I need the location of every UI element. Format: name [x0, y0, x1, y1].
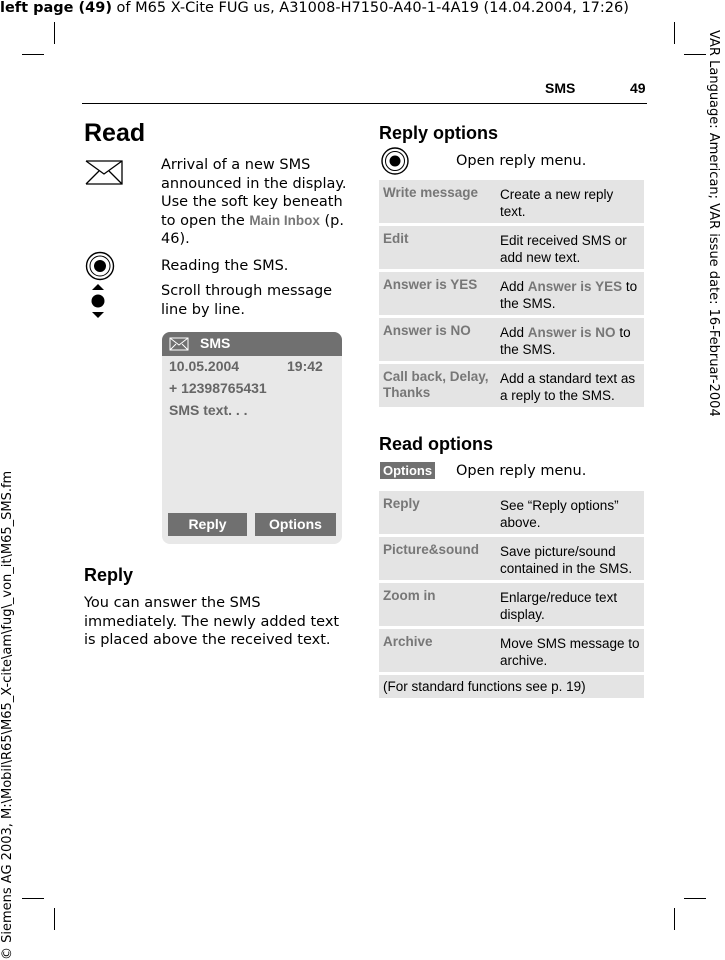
option-description: Move SMS message to archive. [500, 636, 640, 668]
option-name: Picture&sound [383, 542, 480, 557]
option-name: Call back, Delay, Thanks [383, 369, 489, 400]
read-options-heading: Read options [379, 434, 494, 454]
table-row [379, 272, 644, 318]
side-note-left [0, 470, 18, 960]
crop-mark [22, 898, 44, 899]
sms-date: 10.05.2004 [169, 358, 240, 374]
read-step-2: Reading the SMS. [161, 258, 289, 274]
options-softkey-tag: Options [380, 462, 435, 479]
option-description: Add a standard text as a reply to the SMS. [500, 371, 636, 403]
option-name: Write message [383, 185, 479, 200]
option-description: Edit received SMS or add new text. [500, 233, 627, 265]
option-description: Enlarge/reduce text display. [500, 590, 618, 622]
answer-yes-keyword: Answer is YES [527, 279, 623, 294]
option-name: Archive [383, 634, 433, 649]
read-options-table [379, 491, 644, 698]
side-note-right [703, 30, 721, 930]
option-description: See “Reply options” above. [500, 498, 619, 530]
table-row [379, 180, 644, 226]
print-header [0, 0, 629, 16]
desc-text: Add [500, 279, 528, 294]
envelope-icon [84, 157, 124, 187]
table-row [379, 583, 644, 629]
option-description [500, 272, 644, 315]
option-description: Create a new reply text. [500, 187, 614, 219]
read-step-1 [161, 156, 351, 249]
running-head-page: 49 [630, 80, 646, 96]
table-row [379, 537, 644, 583]
print-header-bold: left page (49) [0, 0, 112, 16]
options-softkey[interactable]: Options [255, 513, 336, 536]
desc-text: to the SMS. [500, 279, 638, 311]
reply-heading: Reply [84, 565, 134, 585]
desc-text: to the SMS. [500, 325, 631, 357]
table-row [379, 318, 644, 364]
option-name: Answer is NO [383, 323, 471, 338]
option-name: Answer is YES [383, 277, 478, 292]
sms-number: + 12398765431 [169, 380, 267, 396]
side-note-left-text: © Siemens AG 2003, M:\Mobil\R65\M65_X-cite\am\fug\_von_it\M65_SMS.fm [0, 470, 15, 960]
main-inbox-keyword: Main Inbox [249, 212, 320, 228]
phone-display [162, 332, 342, 544]
reply-options-table [379, 180, 644, 410]
table-row [379, 226, 644, 272]
reply-text: You can answer the SMS immediately. The newly added text is placed above the received text. [84, 595, 340, 648]
reply-softkey[interactable]: Reply [168, 513, 247, 536]
header-rule [82, 103, 647, 104]
navigation-key-center-icon [84, 250, 116, 282]
reply-options-intro: Open reply menu. [456, 153, 587, 169]
print-header-rest: of M65 X-Cite FUG us, A31008-H7150-A40-1-4A19 (14.04.2004, 17:26) [111, 0, 629, 16]
sms-body: SMS text. . . [169, 402, 248, 418]
reply-options-heading: Reply options [379, 123, 499, 143]
envelope-icon [169, 337, 189, 351]
page-title: Read [84, 119, 146, 147]
side-note-right-text: VAR Language: American; VAR issue date: 16-Februar-2004 [706, 30, 721, 417]
option-description: Save picture/sound contained in the SMS. [500, 544, 633, 576]
option-name: Zoom in [383, 588, 436, 603]
crop-mark [54, 908, 55, 930]
display-title: SMS [200, 335, 231, 351]
table-row [379, 364, 644, 410]
table-row [379, 629, 644, 675]
read-step-1-text: Arrival of a new SMS announced in the display. Use the soft key beneath to open the [161, 157, 347, 229]
option-description [500, 318, 644, 361]
crop-mark [54, 22, 55, 44]
crop-mark [22, 54, 44, 55]
running-head-section: SMS [545, 80, 576, 96]
table-row [379, 491, 644, 537]
answer-no-keyword: Answer is NO [527, 325, 616, 340]
navigation-key-center-icon [380, 146, 410, 176]
crop-mark [674, 22, 675, 44]
sms-time: 19:42 [287, 358, 323, 374]
read-step-3: Scroll through message line by line. [161, 283, 333, 318]
read-options-intro: Open reply menu. [456, 463, 587, 479]
standard-functions-note: (For standard functions see p. 19) [379, 675, 644, 698]
navigation-key-updown-icon [86, 283, 112, 319]
crop-mark [674, 908, 675, 930]
desc-text: Add [500, 325, 528, 340]
display-title-bar [162, 332, 342, 356]
option-name: Reply [383, 496, 420, 511]
option-name: Edit [383, 231, 409, 246]
read-step-1-ref: (p. 46). [161, 212, 344, 247]
